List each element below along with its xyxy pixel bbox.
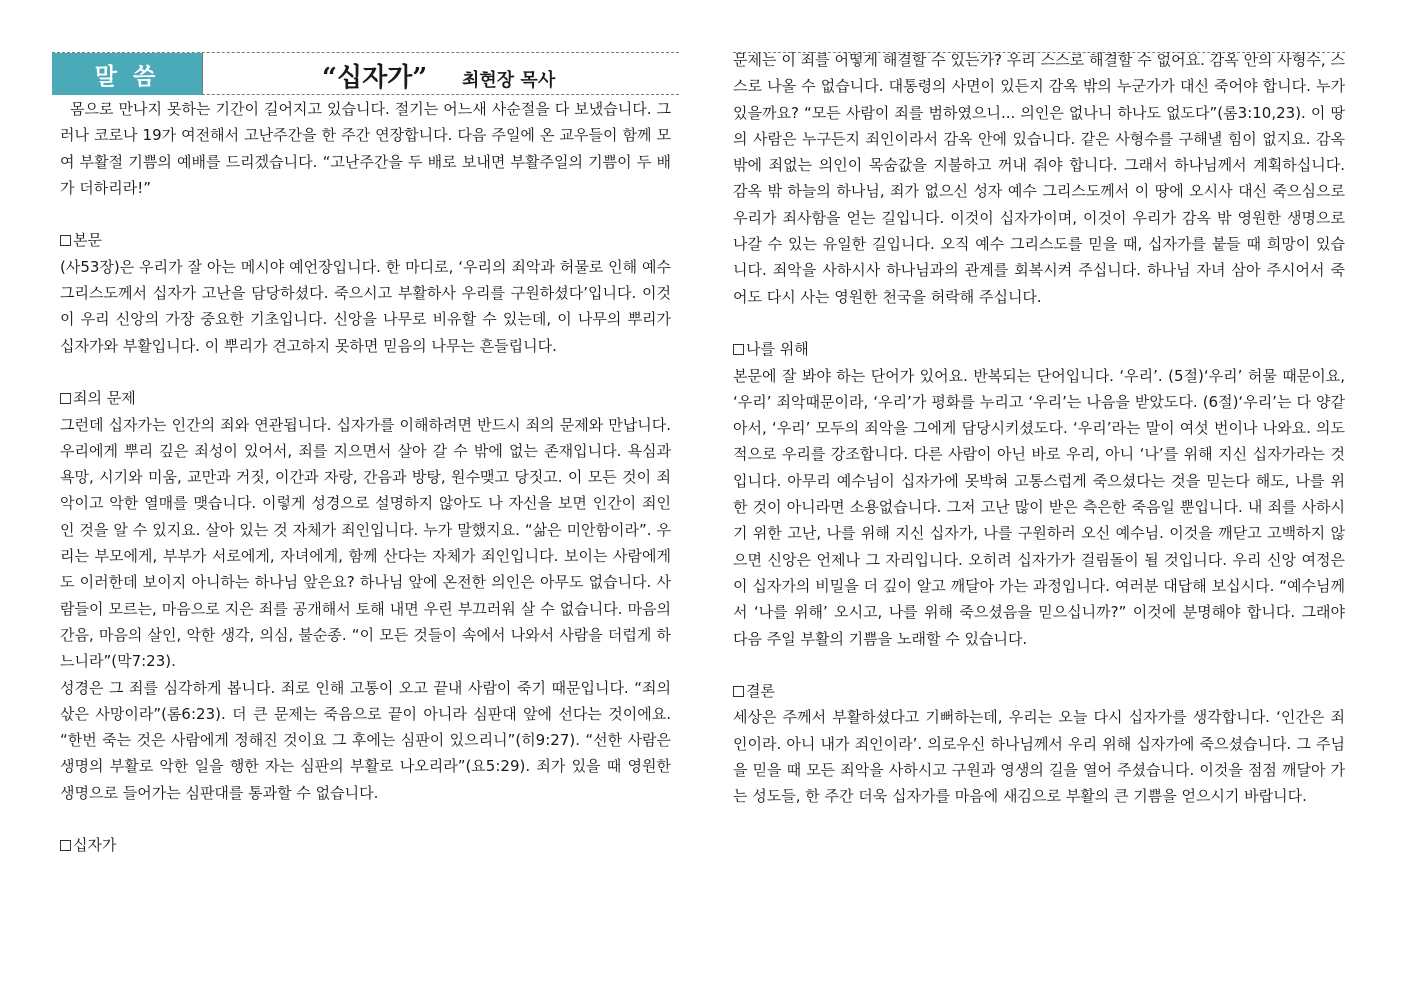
sermon-header [52, 52, 679, 95]
spacer [60, 201, 671, 227]
spacer [733, 652, 1345, 678]
sermon-title: “십자가” [322, 63, 428, 93]
sin-paragraph-2: 성경은 그 죄를 심각하게 봅니다. 죄로 인해 고통이 오고 끝내 사람이 죽기 때문입니다. “죄의 삯은 사망이라”(롬6:23). 더 큰 문제는 죽음으로 끝이 아니라 심판대 앞에 선다는 것이에요. “한번 죽는 것은 사람에게 정해진 것이요 그 후에는 심판이 있으리니”(히9:27). “선한 사람은 생명의 부활로 악한 일을 행한 자는 심판의 부활로 나오리라”(요5:29). 죄가 있을 때 영원한 생명으로 들어가는 심판대를 통과할 수 없습니다. [60, 678, 671, 802]
heading-label: 십자가 [73, 836, 117, 855]
left-body [60, 96, 671, 859]
spacer [733, 310, 1345, 336]
checkbox-square-icon [60, 393, 71, 404]
section-heading-cross [60, 832, 671, 858]
right-body [733, 47, 1345, 810]
checkbox-square-icon [733, 344, 744, 355]
checkbox-square-icon [733, 686, 744, 697]
section-heading-text [60, 227, 671, 253]
cross-paragraph: 문제는 이 죄를 어떻게 해결할 수 있는가? 우리 스스로 해결할 수 없어요. 감옥 안의 사형수, 스스로 나올 수 없습니다. 대통령의 사면이 있든지 감옥 밖의 누군가가 대신 죽어야 합니다. 누가 있을까요? “모든 사람이 죄를 범하였으니... 의인은 없나니 하나도 없도다”(롬3:10,23). 이 땅의 사람은 누구든지 죄인이라서 감옥 안에 있습니다. 같은 사형수를 구해낼 힘이 없지요. 감옥 밖에 죄없는 의인이 목숨값을 지불하고 꺼내 줘야 합니다. 그래서 하나님께서 계획하십니다. 감옥 밖 하늘의 하나님, 죄가 없으신 성자 예수 그리스도께서 이 땅에 오시사 대신 죽으심으로 우리가 죄사함을 얻는 길입니다. 이것이 십자가이며, 이것이 우리가 감옥 밖 영원한 생명으로 나갈 수 있는 유일한 길입니다. 오직 예수 그리스도를 믿을 때, 십자가를 붙들 때 희망이 있습니다. 죄악을 사하시사 하나님과의 관계를 회복시켜 주십니다. 하나님 자녀 삼아 주시어서 죽어도 다시 사는 영원한 천국을 허락해 주십니다. [733, 51, 1345, 306]
spacer [60, 806, 671, 832]
sermon-author: 최현장 목사 [462, 70, 556, 91]
heading-label: 죄의 문제 [73, 389, 136, 408]
sin-paragraph-1: 그런데 십자가는 인간의 죄와 연관됩니다. 십자가를 이해하려면 반드시 죄의 문제와 만납니다. 우리에게 뿌리 깊은 죄성이 있어서, 죄를 지으면서 살아 갈 수 밖에 없는 존재입니다. 욕심과 욕망, 시기와 미움, 교만과 거짓, 이간과 자랑, 간음과 방탕, 원수맺고 당짓고. 이 모든 것이 죄악이고 악한 열매를 맺습니다. 이렇게 성경으로 설명하지 않아도 나 자신을 보면 인간이 죄인인 것을 알 수 있지요. 살아 있는 것 자체가 죄인입니다. 누가 말했지요. “삶은 미안함이라”. 우리는 부모에게, 부부가 서로에게, 자녀에게, 함께 산다는 자체가 죄인입니다. 보이는 사람에게도 이러한데 보이지 아니하는 하나님 앞은요? 하나님 앞에 온전한 의인은 아무도 없습니다. 사람들이 모르는, 마음으로 지은 죄를 공개해서 토해 내면 우린 부끄러워 살 수 없습니다. 마음의 간음, 마음의 살인, 악한 생각, 의심, 불순종. “이 모든 것들이 속에서 나와서 사람을 더럽게 하느니라”(막7:23). [60, 415, 671, 671]
section-heading-sin [60, 385, 671, 411]
section-heading-for-me [733, 336, 1345, 362]
checkbox-square-icon [60, 840, 71, 851]
spacer [60, 359, 671, 385]
text-paragraph: (사53장)은 우리가 잘 아는 메시야 예언장입니다. 한 마디로, ‘우리의 죄악과 허물로 인해 예수 그리스도께서 십자가 고난을 담당하셨다. 죽으시고 부활하사 우리를 구원하셨다’입니다. 이것이 우리 신앙의 가장 중요한 기초입니다. 신앙을 나무로 비유할 수 있는데, 이 나무의 뿌리가 십자가와 부활입니다. 이 뿌리가 견고하지 못하면 믿음의 나무는 흔들립니다. [60, 257, 671, 355]
checkbox-square-icon [60, 235, 71, 246]
heading-label: 본문 [73, 231, 102, 250]
for-me-paragraph: 본문에 잘 봐야 하는 단어가 있어요. 반복되는 단어입니다. ‘우리’. (5절)‘우리’ 허물 때문이요, ‘우리’ 죄악때문이라, ‘우리’가 평화를 누리고 ‘우리’는 나음을 받았도다. (6절)‘우리’는 다 양같아서, ‘우리’ 모두의 죄악을 그에게 담당시키셨도다. ‘우리’라는 말이 여섯 번이나 나와요. 의도적으로 우리를 강조합니다. 다른 사람이 아닌 바로 우리, 아니 ‘나’를 위해 지신 십자가라는 것입니다. 아무리 예수님이 십자가에 못박혀 고통스럽게 죽으셨다는 것을 믿는다 해도, 나를 위한 것이 아니라면 소용없습니다. 그저 고난 많이 받은 측은한 죽음일 뿐입니다. 내 죄를 사하시기 위한 고난, 나를 위해 지신 십자가, 나를 구원하러 오신 예수님. 이것을 깨닫고 고백하지 않으면 신앙은 언제나 그 자리입니다. 오히려 십자가가 걸림돌이 될 것입니다. 우리 신앙 여정은 이 십자가의 비밀을 더 깊이 알고 깨달아 가는 과정입니다. 여러분 대답해 보십시다. “예수님께서 ‘나를 위해’ 오시고, 나를 위해 죽으셨음을 믿으십니까?” 이것에 분명해야 합니다. 그래야 다음 주일 부활의 기쁨을 노래할 수 있습니다. [733, 366, 1345, 648]
heading-label: 나를 위해 [746, 340, 809, 359]
heading-label: 결론 [746, 682, 775, 701]
section-heading-conclusion [733, 678, 1345, 704]
section-tab: 말 씀 [52, 53, 203, 95]
intro-paragraph: 몸으로 만나지 못하는 기간이 길어지고 있습니다. 절기는 어느새 사순절을 다 보냈습니다. 그러나 코로나 19가 여전해서 고난주간을 한 주간 연장합니다. 다음 주일에 온 교우들이 함께 모여 부활절 기쁨의 예배를 드리겠습니다. “고난주간을 두 배로 보내면 부활주일의 기쁨이 두 배가 더하리라!” [60, 100, 671, 197]
conclusion-paragraph: 세상은 주께서 부활하셨다고 기뻐하는데, 우리는 오늘 다시 십자가를 생각합니다. ‘인간은 죄인이라. 아니 내가 죄인이라’. 의로우신 하나님께서 우리 위해 십자가에 죽으셨습니다. 그 주님을 믿을 때 모든 죄악을 사하시고 구원과 영생의 길을 열어 주셨습니다. 이것을 점점 깨달아 가는 성도들, 한 주간 더욱 십자가를 마음에 새김으로 부활의 큰 기쁨을 얻으시기 바랍니다. [733, 708, 1345, 806]
